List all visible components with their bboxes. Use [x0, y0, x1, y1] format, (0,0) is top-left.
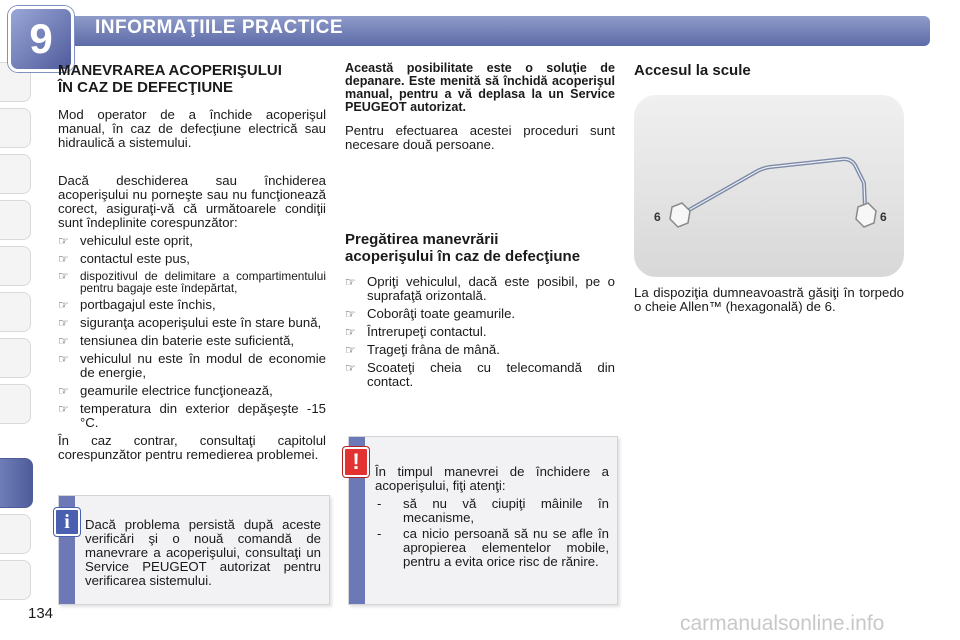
watermark: carmanualsonline.info: [680, 612, 885, 635]
repair-notice: Această posibilitate este o soluţie de depanare. Este menită să închidă acoperişul manual, pentru a vă deplasa la un Service PEUGEOT autorizat.: [345, 61, 615, 114]
allen-key-illustration: [634, 95, 904, 277]
chapter-tab[interactable]: [0, 560, 31, 600]
list-item: ☞ Trageţi frâna de mână.: [345, 342, 500, 357]
preparation-list: [345, 275, 615, 389]
list-item: ☞ Opriţi vehiculul, dacă este posibil, pe o suprafaţă orizontală.: [345, 274, 615, 303]
bullet-pointer-icon: ☞: [58, 269, 69, 283]
list-item: ☞ Scoateţi cheia cu telecomandă din contact.: [345, 360, 615, 389]
chapter-tab-active[interactable]: [0, 458, 33, 508]
chapter-tab[interactable]: [0, 338, 31, 378]
bullet-pointer-icon: ☞: [58, 402, 69, 416]
list-item: ☞ vehiculul nu este în modul de economie de energie,: [58, 351, 326, 380]
bullet-pointer-icon: ☞: [345, 343, 356, 357]
section-title-manual-roof: MANEVRAREA ACOPERIŞULUI ÎN CAZ DE DEFECŢIUNE: [58, 62, 282, 96]
list-item: ☞ Coborâţi toate geamurile.: [345, 306, 516, 321]
bullet-pointer-icon: ☞: [345, 361, 356, 375]
list-item: ☞ vehiculul este oprit,: [58, 233, 193, 248]
closing-paragraph: În caz contrar, consultaţi capitolul corespunzător pentru remedierea problemei.: [58, 433, 326, 462]
warning-icon: !: [343, 447, 369, 477]
list-item: ☞ dispozitivul de delimitare a compartimentului pentru bagaje este îndepărtat,: [58, 269, 326, 295]
column-middle: [345, 62, 615, 162]
chapter-tab[interactable]: [0, 292, 31, 332]
column-middle-prep: [345, 231, 615, 393]
allen-key-icon: [634, 95, 904, 277]
section-title-tools: Accesul la scule: [634, 62, 751, 79]
list-item: ☞ Întrerupeţi contactul.: [345, 324, 487, 339]
section-title-preparation: Pregătirea manevrării acoperişului în caz de defecţiune: [345, 231, 581, 265]
list-item: ☞ tensiunea din baterie este suficientă,: [58, 333, 295, 348]
conditions-list: [58, 234, 326, 430]
warning-box-text: [375, 465, 609, 571]
bullet-pointer-icon: ☞: [58, 384, 69, 398]
bullet-pointer-icon: ☞: [345, 275, 356, 289]
chapter-tab[interactable]: [0, 154, 31, 194]
warning-list: [375, 497, 609, 569]
conditions-paragraph: Dacă deschiderea sau închiderea acoperişului nu porneşte sau nu funcţionează corect, asiguraţi-vă că următoarele condiţii sunt îndeplinite corespunzător:: [58, 173, 326, 230]
list-item: ☞ contactul este pus,: [58, 251, 190, 266]
hex-size-label-right: 6: [880, 210, 887, 224]
chapter-tab[interactable]: [0, 514, 31, 554]
tools-caption: La dispoziţia dumneavoastră găsiţi în torpedo o cheie Allen™ (hexagonală) de 6.: [634, 285, 904, 314]
info-icon: i: [54, 508, 80, 536]
bullet-pointer-icon: ☞: [345, 325, 356, 339]
intro-paragraph: Mod operator de a închide acoperişul manual, în caz de defecţiune electrică sau hidraulică a sistemului.: [58, 107, 326, 150]
bullet-pointer-icon: ☞: [58, 252, 69, 266]
bullet-pointer-icon: ☞: [58, 352, 69, 366]
page-number: 134: [28, 605, 54, 622]
bullet-pointer-icon: ☞: [345, 307, 356, 321]
header-title: INFORMAŢIILE PRACTICE: [95, 17, 343, 38]
bullet-pointer-icon: ☞: [58, 334, 69, 348]
chapter-tab[interactable]: [0, 200, 31, 240]
list-item: - ca nicio persoană să nu se afle în apropierea elementelor mobile, pentru a evita orice risc de rănire.: [377, 526, 609, 569]
chapter-tab[interactable]: [0, 246, 31, 286]
hex-size-label-left: 6: [654, 210, 661, 224]
info-box-text: Dacă problema persistă după aceste verificări şi o nouă comandă de manevrare a acoperişului, consultaţi un Service PEUGEOT autorizat pentru verificarea sistemului.: [85, 517, 321, 588]
bullet-pointer-icon: ☞: [58, 316, 69, 330]
chapter-badge: 9: [8, 6, 74, 72]
column-left: [58, 62, 326, 472]
warning-intro: În timpul manevrei de închidere a acoperişului, fiţi atenţi:: [375, 464, 609, 493]
list-item: ☞ siguranţa acoperişului este în stare bună,: [58, 315, 322, 330]
chapter-tab[interactable]: [0, 108, 31, 148]
bullet-pointer-icon: ☞: [58, 234, 69, 248]
list-item: ☞ temperatura din exterior depăşeşte -15 °C.: [58, 401, 326, 430]
list-item: ☞ portbagajul este închis,: [58, 297, 216, 312]
two-persons-note: Pentru efectuarea acestei proceduri sunt necesare două persoane.: [345, 123, 615, 152]
bullet-pointer-icon: ☞: [58, 298, 69, 312]
info-box: [58, 495, 330, 605]
chapter-tab[interactable]: [0, 384, 31, 424]
warning-box: [348, 436, 618, 605]
list-item: ☞ geamurile electrice funcţionează,: [58, 383, 273, 398]
list-item: - să nu vă ciupiţi mâinile în mecanisme,: [377, 496, 609, 525]
